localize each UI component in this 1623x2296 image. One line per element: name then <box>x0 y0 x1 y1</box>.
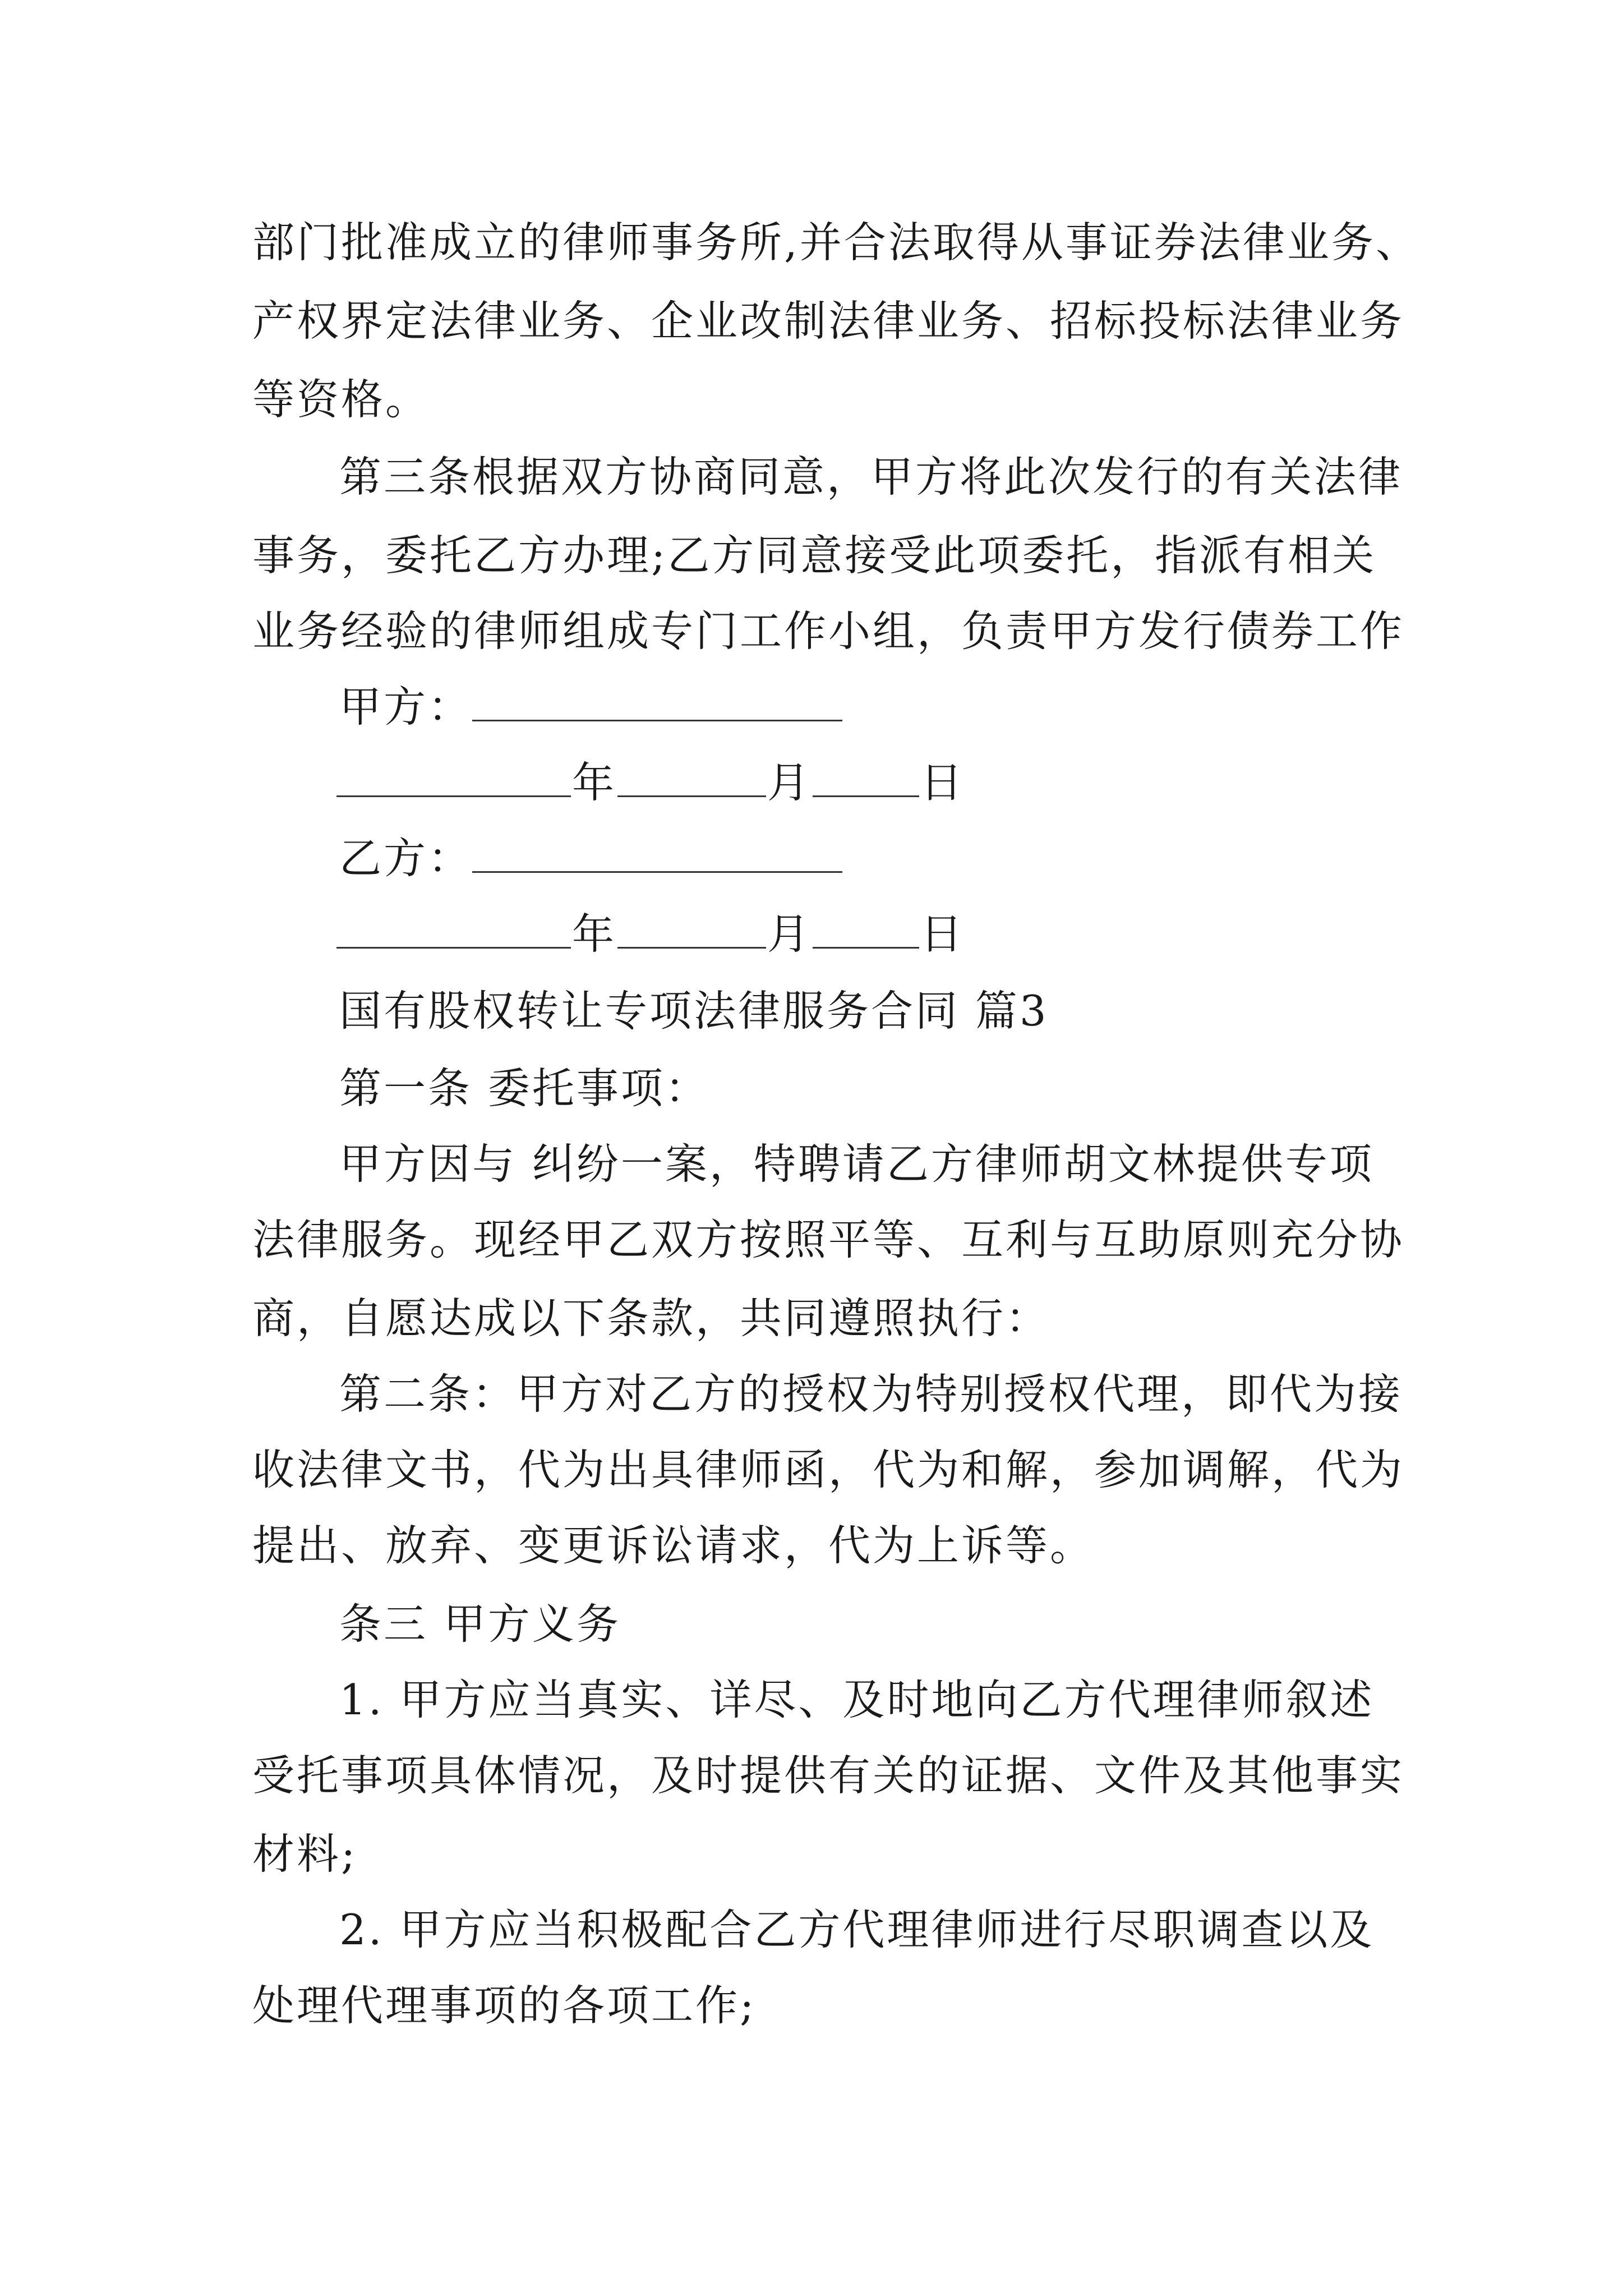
paragraph-line: 事务，委托乙方办理;乙方同意接受此项委托，指派有相关 <box>252 531 1377 580</box>
month-blank <box>617 912 766 949</box>
paragraph-line: 2. 甲方应当积极配合乙方代理律师进行尽职调查以及 <box>339 1905 1375 1954</box>
day-label: 日 <box>920 758 965 807</box>
party-b-label: 乙方： <box>339 834 473 883</box>
year-blank <box>336 761 571 797</box>
day-blank <box>813 912 919 949</box>
paragraph-line: 1. 甲方应当真实、详尽、及时地向乙方代理律师叙述 <box>339 1675 1375 1724</box>
year-label: 年 <box>572 909 617 959</box>
party-a-signature-line <box>339 679 842 735</box>
paragraph-line: 部门批准成立的律师事务所,并合法取得从事证券法律业务、 <box>252 218 1420 267</box>
section-title: 国有股权转让专项法律服务合同 篇3 <box>339 986 1049 1036</box>
paragraph-line: 第一条 委托事项： <box>339 1064 709 1113</box>
month-label: 月 <box>767 758 812 807</box>
month-blank <box>617 761 766 797</box>
paragraph-line: 受托事项具体情况，及时提供有关的证据、文件及其他事实 <box>252 1751 1405 1800</box>
party-b-signature-blank <box>472 836 842 873</box>
paragraph-line: 提出、放弃、变更诉讼请求，代为上诉等。 <box>252 1521 1095 1570</box>
party-a-signature-blank <box>472 685 842 721</box>
paragraph-line: 甲方因与 纠纷一案，特聘请乙方律师胡文林提供专项 <box>339 1139 1374 1189</box>
party-b-date-line <box>336 906 966 962</box>
paragraph-line: 产权界定法律业务、企业改制法律业务、招标投标法律业务 <box>252 296 1405 346</box>
party-a-label: 甲方： <box>339 682 473 731</box>
party-b-signature-line <box>339 830 842 886</box>
paragraph-line: 业务经验的律师组成专门工作小组，负责甲方发行债券工作 <box>252 606 1405 656</box>
day-blank <box>813 761 919 797</box>
month-label: 月 <box>767 909 812 959</box>
paragraph-line: 第三条根据双方协商同意，甲方将此次发行的有关法律 <box>339 452 1403 501</box>
paragraph-line: 条三 甲方义务 <box>339 1599 621 1649</box>
paragraph-line: 处理代理事项的各项工作; <box>252 1981 757 2030</box>
paragraph-line: 材料; <box>252 1829 358 1879</box>
paragraph-line: 第二条：甲方对乙方的授权为特别授权代理，即代为接 <box>339 1369 1403 1419</box>
paragraph-line: 法律服务。现经甲乙双方按照平等、互利与互助原则充分协 <box>252 1215 1405 1264</box>
party-a-date-line <box>336 754 966 811</box>
day-label: 日 <box>920 909 965 959</box>
paragraph-line: 商，自愿达成以下条款，共同遵照执行： <box>252 1294 1050 1343</box>
year-label: 年 <box>572 758 617 807</box>
paragraph-line: 等资格。 <box>252 375 430 424</box>
year-blank <box>336 912 571 949</box>
paragraph-line: 收法律文书，代为出具律师函，代为和解，参加调解，代为 <box>252 1445 1405 1494</box>
